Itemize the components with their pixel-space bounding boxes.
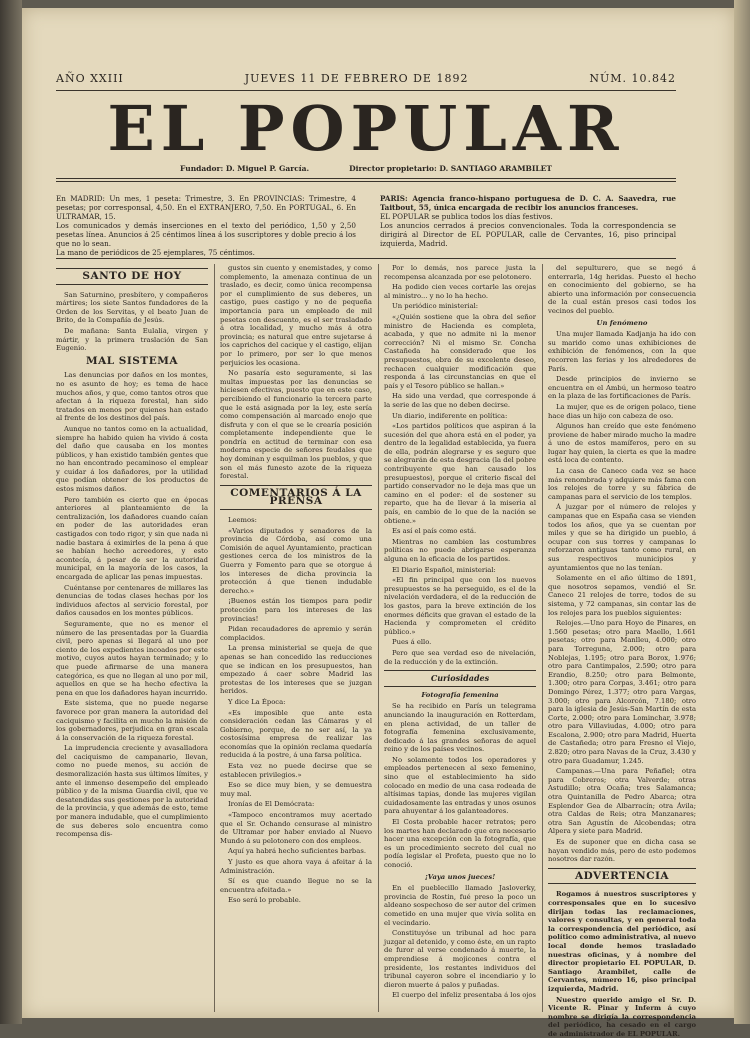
- issue-year: AÑO XXIII: [56, 72, 124, 85]
- col3-text-1: Por lo demás, nos parece justa la recompensa alcanzada por ese pelotonero.: [384, 264, 536, 281]
- column-1: [56, 264, 208, 1012]
- col3-text-8: Es así el país como está.: [384, 527, 536, 536]
- holiday-note: EL POPULAR se publica todos los días festivos.: [380, 212, 676, 221]
- column-2: [220, 264, 372, 1012]
- col3-text-7: «Los partidos políticos que aspiran á la sucesión del que ahora está en el poder, ya dentro de la legalidad establecida, ya fuera de ella, podrán alegrarse y es seguro que se alegrarán de esta desgracia (la del pobre contribuyente que han causado los presupuestos), porque el criterio fiscal del partido conservador no le deja mas que un camino en el poder: el de sostener su reparto, que ha de llevar á la miseria al país, en cambio de lo que de la nación se obtiene.»: [384, 422, 536, 525]
- santo-title: SANTO DE HOY: [56, 268, 208, 285]
- com-text-7: «Es imposible que ante esta consideración cedan las Cámaras y el Gobierno, porque, de no ser así, la ya costosísima empresa de realizar las economías que la opinión reclama quedaría reducida á la postre, á una farsa política.: [220, 709, 372, 761]
- santo-text-2: De mañana: Santa Eulalia, virgen y mártir, y la primera traslación de San Eugenio.: [56, 327, 208, 353]
- curiosidades-title: Curiosidades: [384, 670, 536, 687]
- paris-agency: PARIS: Agencia franco-hispano portuguesa de D. C. A. Saavedra, rue Taitbout, 55, única encargada de recibir los anuncios franceses.: [380, 194, 676, 212]
- col4-text-9: Relojes.—Uno para Hoyo de Pinares, en 1.560 pesetas; otro para Maello, 1.661 pesetas; otro para Manlleu, 4.000; otro para Torreguna, 2.000; otro para Noblejas, 1.195; otro para Borox, 1.976; otro para Cantimpalos, 2.590; otro para Erandio, 8.250; otro para Belmonte, 1.300; otro para Corpas, 3.461; otro para Domingo Pérez, 1.377; otro para Vargas, 3.000; otro para Alcorcón, 7.180; otro para la iglesia de Jesús-San Martín de esta Corte, 2.000; otro para Lominchar, 3.978; otro para Villaviudas, 4.000; otro para Escalona, 2.900; otro para Madrid, Huerta de Castañeda; otro para Fresno el Viejo, 2.820; otro para Navas de la Cruz, 3.430 y otro para Guadamur, 1.245.: [548, 619, 696, 765]
- mal-text-5: Seguramente, que no es menor el número de las presentadas por la Guardia civil, pero apenas si llegará al uno por ciento de los expedientes incoados por este motivo, cuyos autos hayan terminado; y lo que puede afirmarse de una manera categórica, es que no llegan al uno por mil, aquellos en que se ha hecho efectiva la pena en que los dañadores hayan incurrido.: [56, 620, 208, 697]
- director-line: Director propietario: D. SANTIAGO ARAMBILET: [349, 164, 552, 173]
- column-divider-1: [214, 264, 215, 1012]
- com-text-14: Sí es que cuando llegue no se la encuentra afeitada.»: [220, 877, 372, 894]
- masthead-title: EL POPULAR: [56, 94, 676, 164]
- founder-line: Fundador: D. Miguel P. García.: [180, 164, 309, 173]
- col2-text-2: No pasaría esto seguramente, si las multas impuestas por las denuncias se hiciesen efectivas, puesto que en este caso, percibiendo el funcionario la tercera parte que le está asignada por la ley, este sería como compensación al marcado enojo que disfruta y con el que se le crearía posición completamente independiente que le pondría en actitud de terminar con esa moderna especie de señores feudales que hoy dominan y esquilman los pueblos, y que son el más funesto azote de la riqueza forestal.: [220, 369, 372, 481]
- col4-text-3: Desde principios de invierno se encuentra en el Ambú, un hermoso teatro en la plaza de las fortificaciones de París.: [548, 375, 696, 401]
- masthead-subhead: [56, 164, 676, 173]
- com-text-9: Eso se dice muy bien, y se demuestra muy mal.: [220, 781, 372, 798]
- mal-sistema-title: MAL SISTEMA: [56, 357, 208, 366]
- com-text-6: Y dice La Época:: [220, 698, 372, 707]
- cur-text-2: No solamente todos los operadores y empleados pertenecen al sexo femenino, sino que el establecimiento ha sido colocado en medio de una casa rodeada de altísimas tapias, donde las mujeres vigilan cuidadosamente las entradas y unos osunos para ahuyentar á los galanteadores.: [384, 756, 536, 816]
- mal-text-7: La imprudencia creciente y avasalladora del caciquismo de campanario, llevan, como no puede menos, su acción de desmoralización hasta sus últimos límites, y ante el inmenso desempeño del empleado público y de la misma Guardia civil, que ve desatendidas sus gestiones por la autoridad de la provincia, y que además de esto, teme por manera indudable, que el cumplimiento de sus deberes solo encuentra como recompensa dis-: [56, 744, 208, 839]
- fotografia-subtitle: Fotografía femenina: [384, 691, 536, 700]
- header-rule: [56, 90, 676, 91]
- col3-text-4: «¿Quién sostiene que la obra del señor ministro de Hacienda es completa, acabada, y que no admite ni la menor corrección? Ni el mismo Sr. Concha Castañeda ha considerado que los presupuestos, obra de su excelente deseo, rechacen cualquier modificación que responda á las circunstancias en que el país y el Tesoro público se hallan.»: [384, 313, 536, 390]
- col4-text-7: Á juzgar por el número de relojes y campanas que en España casa se vienden todos los años, que ya se cuentan por miles y que se ha dirigido un pueblo, á ocupar con sus torres y campanas lo reforzaron antiguas tanto como rural, en sus respectivos municipios y ayuntamientos que no las tenían.: [548, 503, 696, 572]
- com-text-10: Ironías de El Demócrata:: [220, 800, 372, 809]
- masthead-rule-2: [56, 181, 676, 182]
- col2-text-1: gustos sin cuento y enemistades, y como complemento, la amenaza continua de un traslado, es decir, como única recompensa por el cumplimiento de sus deberes, un castigo, pues castigo y no de pequeña importancia para un empleado de mil pesetas con descuento, es el ser trasladado á otra localidad, y mucho más á otra provincia; es natural que entre sujetarse á los caprichos del cacique y el castigo, elijan por lo primero, por ser lo que menos perjuicios les ocasiona.: [220, 264, 372, 367]
- col4-text-11: Es de suponer que en dicha casa se hayan vendido más, pero de esto podemos nosotros dar razón.: [548, 838, 696, 864]
- cur-text-4: En el pueblecillo llamado Jasloverky, provincia de Rostin, fué preso la poco un aldeano sospechoso de ser autor del crimen cometido en una mujer que vivía solita en el vecindario.: [384, 884, 536, 927]
- com-text-8: Esta vez no puede decirse que se establecen privilegios.»: [220, 762, 372, 779]
- bundle-price: La mano de periódicos de 25 ejemplares, 75 céntimos.: [56, 248, 356, 257]
- header-line: [56, 72, 676, 85]
- col3-text-13: Pero que sea verdad eso de nivelación, de la reducción y de la extinción.: [384, 649, 536, 666]
- adv-text-1: Rogamos á nuestros suscriptores y corresponsales que en lo sucesivo dirijan todas las reclamaciones, valores y consultas, y en general toda la correspondencia del periódico, así político como administrativa, al nuevo local donde hemos trasladado nuestras oficinas, y á nombre del director propietario EL POPULAR, D. Santiago Arambilet, calle de Cervantes, número 16, piso principal izquierda, Madrid.: [548, 890, 696, 993]
- com-text-1: Leemos:: [220, 516, 372, 525]
- col4-text-10: Campanas.—Una para Peñafiel; otra para Cobreros; otra Valverde; otras Astudillo; otra Ocaña; tres Salamanca; otra Quintanilla de Pedro Abarca; otra Esplendor Gea de Albarracín; otra Ávila; otra Caldas de Reis; otra Manzanares; otra San Agustín de Alcobendas; otra Alpera y siete para Madrid.: [548, 767, 696, 836]
- subscription-prices: En MADRID: Un mes, 1 peseta: Trimestre, 3. En PROVINCIAS: Trimestre, 4 pesetas; por corresponsal, 4,50. En el EXTRANJERO, 7,50. En PORTUGAL, 6. En ULTRAMAR, 15.: [56, 194, 356, 221]
- col3-text-11: «El fin principal que con los nuevos presupuestos se ha perseguido, es el de la nivelación verdadera, el de la reducción de los gastos, para la breve extinción de los enormes déficits que gravan el estado de la Hacienda y comprometen el crédito público.»: [384, 576, 536, 636]
- cur-text-6: El cuerpo del infeliz presentaba á los ojos: [384, 991, 536, 1000]
- fenomeno-subtitle: Un fenómeno: [548, 319, 696, 328]
- column-4: [548, 264, 696, 1012]
- advert-prices: Los comunicados y demás inserciones en el texto del periódico, 1,50 y 2,50 pesetas línea. Anuncios á 25 céntimos línea á los suscriptores y doble precio á los que no lo sean.: [56, 221, 356, 248]
- contact-note: Los anuncios cerrados á precios convencionales. Toda la correspondencia se dirigirá al Director de EL POPULAR, calle de Cervantes, 16, piso principal izquierda, Madrid.: [380, 221, 676, 248]
- col4-text-4: La mujer, que es de origen polaco, tiene hace dias un hijo con cabeza de oso.: [548, 403, 696, 420]
- book-spine: [0, 0, 22, 1024]
- col4-text-5: Algunos han creído que este fenómeno proviene de haber mirado mucho la madre á uno de estos mamíferos, pero en su lugar hay quien, la cierta es que la madre está loca de contento.: [548, 422, 696, 465]
- com-text-11: «Tampoco encontramos muy acertado que el Sr. Ochando censurase al ministro de Ultramar por haber enviado al Nuevo Mundo á su pelotonero con dos empleos.: [220, 811, 372, 845]
- mal-text-3: Pero también es cierto que en épocas anteriores al planteamiento de la centralización, los dañadores cuando caían en poder de las autoridades eran castigados con todo rigor, y sin que nada ni nadie bastara á eximirles de la pena á que se habían hecho acreedores, y esto acontecía, á pesar de ser la autoridad municipal, en la mayoría de los casos, la encargada de aplicar las penas impuestas.: [56, 496, 208, 582]
- content-rule: [56, 258, 676, 259]
- cur-text-1: Se ha recibido en París un telegrama anunciando la inauguración en Rotterdam, en plena actividad, de un taller de fotografía femenina exclusivamente, dedicado á las grandes señoras de aquel reino y de los países vecinos.: [384, 702, 536, 754]
- column-3: [384, 264, 536, 1012]
- col3-text-5: Ha sido una verdad, que corresponde á la serie de las que no deben decirse.: [384, 392, 536, 409]
- santo-text-1: San Saturnino, presbítero, y compañeros mártires; los siete Santos fundadores de la Orden de los Servitas, y el beato Juan de Brito, de la Compañía de Jesús.: [56, 291, 208, 325]
- jueces-subtitle: ¡Vaya unos jueces!: [384, 873, 536, 882]
- col3-text-12: Pues á ello.: [384, 638, 536, 647]
- mal-text-4: Cuéntanse por centenares de millares las denuncias de todas clases hechas por los individuos afectos al servicio forestal, por daños causados en los montes públicos.: [56, 584, 208, 618]
- col4-text-8: Solamente en el año último de 1891, que nosotros sepamos, vendió el Sr. Caneco 21 relojes de torre, todos de su sistema, y 72 campanas, sin contar las de los relojes para los pueblos siguientes:: [548, 574, 696, 617]
- mal-text-6: Este sistema, que no puede negarse favorece por gran manera la autoridad del caciquismo y facilita en mucho la misión de los gobernadores, perjudica en gran escala á la conservación de la riqueza forestal.: [56, 699, 208, 742]
- col3-text-10: El Diario Español, ministerial:: [384, 566, 536, 575]
- issue-number: NÚM. 10.842: [589, 72, 676, 85]
- com-text-12: Aquí ya habrá hecho suficientes barbas.: [220, 847, 372, 856]
- com-text-5: La prensa ministerial se queja de que apenas se han concedido las reducciones que se indican en los presupuestos, han empezado á caer sobre Madrid las protestas de los intereses que se juzgan heridos.: [220, 644, 372, 696]
- col4-text-2: Una mujer llamada Kadjanja ha ido con su marido como unas exhibiciones de exhibición de fenómenos, con la que recorren las ferias y los alrededores de París.: [548, 330, 696, 373]
- com-text-13: Y justo es que ahora vaya á afeitar á la Administración.: [220, 858, 372, 875]
- mal-text-2: Aunque no tantos como en la actualidad, siempre ha habido quien ha vivido á costa del daño que causaba en los montes públicos, y han existido también gentes que no han encontrado pecaminoso el emplear y cuidar á los dañadores, por la utilidad que podían obtener de los productos de estos mismos daños.: [56, 425, 208, 494]
- issue-date: JUEVES 11 DE FEBRERO DE 1892: [245, 72, 469, 85]
- agency-info: [380, 194, 676, 248]
- cur-text-3: El Costa probable hacer retratos; pero los martes han declarado que era necesario hacer una excepción con la fotografía, que es un procedimiento secreto del cual no podía legislar el Profeta, puesto que no lo conoció.: [384, 818, 536, 870]
- subscription-info: [56, 194, 356, 257]
- com-text-2: «Varios diputados y senadores de la provincia de Córdoba, así como una Comisión de aquel Ayuntamiento, practican gestiones cerca de los ministros de la Guerra y Fomento para que se otorgue á los intereses de dicha provincia la protección á que tienen indudable derecho.»: [220, 527, 372, 596]
- mal-text-1: Las denuncias por daños en los montes, no es asunto de hoy; es tema de hace muchos años, y que, como tantos otros que afectan á la riqueza forestal, han sido tratados en menos por quienes han estado al frente de los destinos del país.: [56, 371, 208, 423]
- col4-text-1: del sepulturero, que se negó á enterrarla, 14g heridas. Puesto el hecho en conocimiento del gobierno, se ha abierto una información por consecuencia de la cual están presos casi todos los vecinos del pueblo.: [548, 264, 696, 316]
- com-text-15: Eso será lo probable.: [220, 896, 372, 905]
- cur-text-5: Constituyóse un tribunal ad hoc para juzgar al detenido, y como éste, en un rapto de furor al verse condenado á muerte, la emprendiese á mojicones contra el presidente, los restantes individuos del tribunal cayeron sobre el incendiario y lo dieron muerte á palos y puñadas.: [384, 929, 536, 989]
- advertencia-title: ADVERTENCIA: [548, 868, 696, 885]
- newspaper-page: [22, 8, 734, 1018]
- column-divider-3: [542, 264, 543, 1012]
- page-edge: [734, 0, 750, 1024]
- comentarios-title: COMENTARIOS Á LA PRENSA: [220, 485, 372, 510]
- com-text-4: Pidan recaudadores de apremio y serán complacidos.: [220, 625, 372, 642]
- adv-text-2: Nuestro querido amigo el Sr. D. Vicente R. Pinar y Inferm á cuyo nombre se dirigía la correspondencia del periódico, ha cesado en el cargo de administrador de EL POPULAR.: [548, 996, 696, 1038]
- col3-text-9: Mientras no cambien las costumbres políticas no puede abrigarse esperanza alguna en la eficacia de los partidos.: [384, 538, 536, 564]
- masthead-rule: [56, 178, 676, 179]
- col3-text-2: Ha podido cien veces cortarle las orejas al ministro... y no lo ha hecho.: [384, 283, 536, 300]
- col3-text-6: Un diario, indiferente en política:: [384, 412, 536, 421]
- col4-text-6: La casa de Caneco cada vez se hace más renombrada y adquiere más fama con los relojes de torre y su fábrica de campanas para el servicio de los templos.: [548, 467, 696, 501]
- col3-text-3: Un periódico ministerial:: [384, 302, 536, 311]
- column-divider-2: [378, 264, 379, 1012]
- com-text-3: ¡Buenos están los tiempos para pedir protección para los intereses de las provincias!: [220, 597, 372, 623]
